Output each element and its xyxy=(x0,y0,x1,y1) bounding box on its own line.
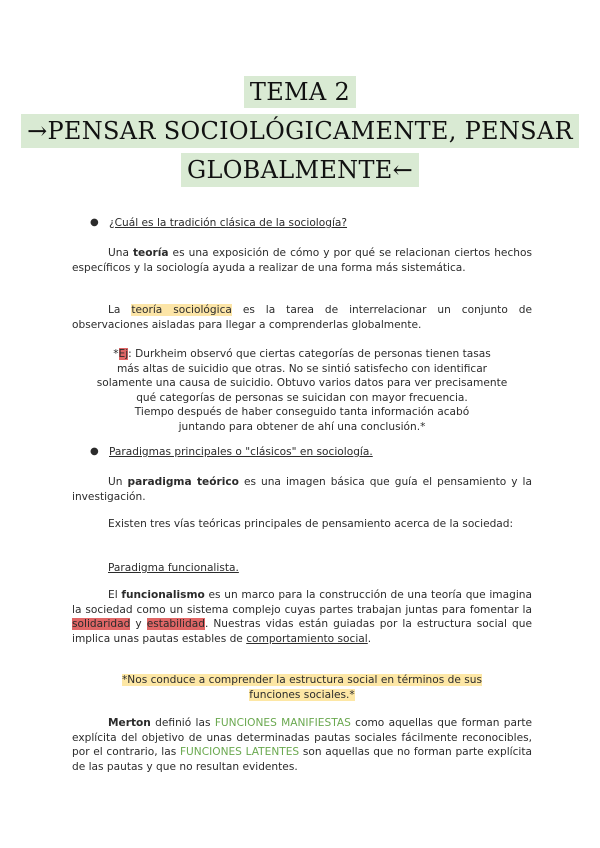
example-line-4: qué categorías de personas se suicidan con mayor frecuencia. xyxy=(136,391,468,404)
example-line-1: *Ej: Durkheim observó que ciertas categorías de personas tienen tasas xyxy=(113,348,491,360)
document-page: TEMA 2 →PENSAR SOCIOLÓGICAMENTE, PENSAR GLOBALMENTE← ● ¿Cuál es la tradición clásica de la sociología? Una teoría es una exposición de cómo y por qué se relacionan ciertos hechos específicos y la sociología ayuda a realizar de una forma más sistemática. La teoría sociológica es la tarea de interrelacionar un conjunto de observaciones aisladas para llegar a comprenderlas globalmente. *Ej: Durkheim observó que ciertas categorías de personas tienen tasas más altas de suicidio que otras. No se sintió satisfecho con identificar solamente una causa de suicidio. Obtuvo varios datos para ver precisamente qué categorías de personas se suicidan con mayor frecuencia. Tiempo después de haber conseguido tanta información acabó juntando para obtener de ahí una conclusión.* ● Paradigmas principales o "clásicos" en sociología. Un paradigma teórico es una imagen básica que guía el pensamiento y la investigación. Existen tres vías teóricas principales de pensamiento acerca de la sociedad: Paradigma funcionalista. El funcionalismo es un marco para la construcción de una teoría que imagina la sociedad como un sistema complejo cuyas partes trabajan juntas para fomentar la solidaridad y estabilidad. Nuestras vidas están guiadas por la estructura social que implica unas pautas estables de comportamiento social. *Nos conduce a comprender la estructura social en términos de sus funciones sociales.* Merton definió las FUNCIONES MANIFIESTAS como aquellas que forman parte explícita del objetivo de unas determinadas pautas sociales fácilmente reconocibles, por el contrario, las FUNCIONES LATENTES son aquellas que no forman parte explícita de las pautas y que no resultan evidentes. xyxy=(0,0,600,848)
bullet-dot-icon: ● xyxy=(90,446,99,457)
subheading-funcionalista: Paradigma funcionalista. xyxy=(108,562,239,574)
title-line-3: GLOBALMENTE← xyxy=(0,152,600,188)
example-line-3: solamente una causa de suicidio. Obtuvo varios datos para ver precisamente xyxy=(96,377,508,389)
title-line-1: TEMA 2 xyxy=(0,74,600,110)
title-line-2: →PENSAR SOCIOLÓGICAMENTE, PENSAR xyxy=(0,113,600,149)
paragraph-merton: Merton definió las FUNCIONES MANIFIESTAS como aquellas que forman parte explícita del objetivo de unas determinadas pautas sociales fácilmente reconocibles, por el contrario, las FUNCIONES LATENTES son aquellas que no forman parte explícita de las pautas y que no resultan evidentes. xyxy=(72,717,533,773)
paragraph-funcionalismo: El funcionalismo es un marco para la construcción de una teoría que imagina la sociedad como un sistema complejo cuyas partes trabajan juntas para fomentar la solidaridad y estabilidad. Nuestras vidas están guiadas por la estructura social que implica unas pautas estables de comportamiento social. xyxy=(72,589,532,645)
quote-line-2: funciones sociales.* xyxy=(249,688,355,701)
bullet-dot-icon: ● xyxy=(90,217,99,228)
example-durkheim xyxy=(72,347,532,434)
paragraph-teoria: Una teoría es una exposición de cómo y por qué se relacionan ciertos hechos específicos y la sociología ayuda a realizar de una forma más sistemática. xyxy=(72,247,532,274)
example-line-2: más altas de suicidio que otras. No se sintió satisfecho con identificar xyxy=(116,362,488,375)
quote-line-1: *Nos conduce a comprender la estructura social en términos de sus xyxy=(122,674,482,686)
paragraph-teoria-sociologica: La teoría sociológica es la tarea de interrelacionar un conjunto de observaciones aisladas para llegar a comprenderlas globalmente. xyxy=(72,304,532,331)
paragraph-paradigma: Un paradigma teórico es una imagen básica que guía el pensamiento y la investigación. xyxy=(72,476,532,503)
title-block xyxy=(0,74,600,188)
paragraph-tres-vias: Existen tres vías teóricas principales de pensamiento acerca de la sociedad: xyxy=(108,518,514,530)
example-line-6: juntando para obtener de ahí una conclusión.* xyxy=(178,420,426,433)
example-line-5: Tiempo después de haber conseguido tanta información acabó xyxy=(134,406,470,418)
quote-estructura-social xyxy=(72,673,532,702)
